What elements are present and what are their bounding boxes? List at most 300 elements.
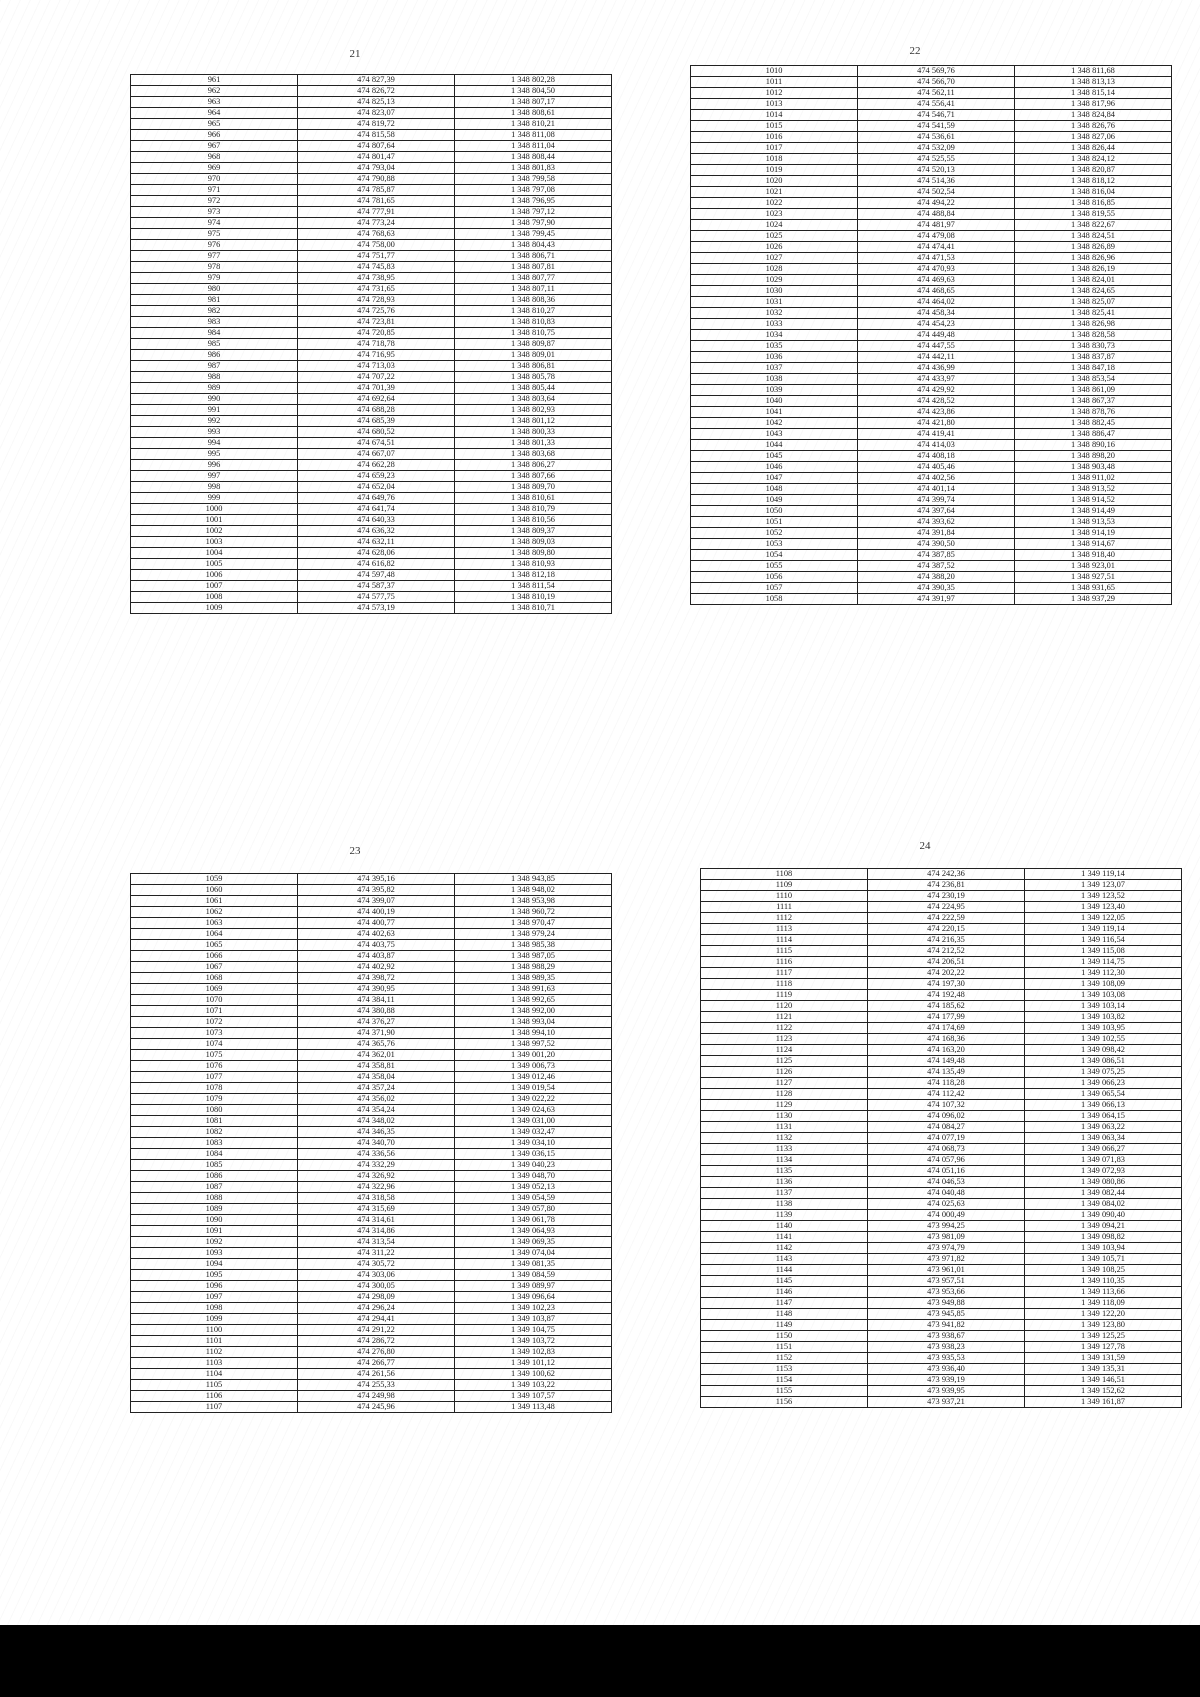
point-number-cell: 1078 — [131, 1083, 298, 1094]
x-coordinate-cell: 474 616,82 — [298, 559, 455, 570]
x-coordinate-cell: 474 197,30 — [868, 979, 1025, 990]
point-number-cell: 1062 — [131, 907, 298, 918]
y-coordinate-cell: 1 348 800,33 — [455, 427, 612, 438]
point-number-cell: 1046 — [691, 462, 858, 473]
table-row — [131, 1193, 612, 1204]
x-coordinate-cell: 473 941,82 — [868, 1320, 1025, 1331]
point-number-cell: 1017 — [691, 143, 858, 154]
point-number-cell: 1068 — [131, 973, 298, 984]
point-number-cell: 1002 — [131, 526, 298, 537]
point-number-cell: 1001 — [131, 515, 298, 526]
point-number-cell: 1109 — [701, 880, 868, 891]
x-coordinate-cell: 474 692,64 — [298, 394, 455, 405]
y-coordinate-cell: 1 348 809,80 — [455, 548, 612, 559]
x-coordinate-cell: 474 807,64 — [298, 141, 455, 152]
point-number-cell: 966 — [131, 130, 298, 141]
y-coordinate-cell: 1 348 826,76 — [1015, 121, 1172, 132]
point-number-cell: 1070 — [131, 995, 298, 1006]
y-coordinate-cell: 1 349 114,75 — [1025, 957, 1182, 968]
x-coordinate-cell: 474 212,52 — [868, 946, 1025, 957]
x-coordinate-cell: 474 380,88 — [298, 1006, 455, 1017]
table-row — [131, 240, 612, 251]
point-number-cell: 1044 — [691, 440, 858, 451]
point-number-cell: 964 — [131, 108, 298, 119]
point-number-cell: 1073 — [131, 1028, 298, 1039]
point-number-cell: 1048 — [691, 484, 858, 495]
y-coordinate-cell: 1 348 878,76 — [1015, 407, 1172, 418]
point-number-cell: 1088 — [131, 1193, 298, 1204]
table-row — [131, 438, 612, 449]
table-row — [691, 176, 1172, 187]
table-row — [701, 1155, 1182, 1166]
x-coordinate-cell: 474 390,95 — [298, 984, 455, 995]
table-row — [701, 1232, 1182, 1243]
point-number-cell: 1063 — [131, 918, 298, 929]
x-coordinate-cell: 474 713,03 — [298, 361, 455, 372]
x-coordinate-cell: 474 649,76 — [298, 493, 455, 504]
point-number-cell: 1038 — [691, 374, 858, 385]
y-coordinate-cell: 1 349 107,57 — [455, 1391, 612, 1402]
x-coordinate-cell: 474 781,65 — [298, 196, 455, 207]
point-number-cell: 1155 — [701, 1386, 868, 1397]
point-number-cell: 1056 — [691, 572, 858, 583]
point-number-cell: 1036 — [691, 352, 858, 363]
table-row — [131, 1347, 612, 1358]
y-coordinate-cell: 1 348 890,16 — [1015, 440, 1172, 451]
y-coordinate-cell: 1 349 063,22 — [1025, 1122, 1182, 1133]
x-coordinate-cell: 474 388,20 — [858, 572, 1015, 583]
x-coordinate-cell: 474 398,72 — [298, 973, 455, 984]
table-row — [691, 462, 1172, 473]
table-row — [131, 339, 612, 350]
y-coordinate-cell: 1 349 065,54 — [1025, 1089, 1182, 1100]
x-coordinate-cell: 474 216,35 — [868, 935, 1025, 946]
y-coordinate-cell: 1 348 815,14 — [1015, 88, 1172, 99]
point-number-cell: 1094 — [131, 1259, 298, 1270]
table-row — [131, 940, 612, 951]
y-coordinate-cell: 1 348 804,50 — [455, 86, 612, 97]
y-coordinate-cell: 1 349 048,70 — [455, 1171, 612, 1182]
y-coordinate-cell: 1 348 898,20 — [1015, 451, 1172, 462]
x-coordinate-cell: 474 636,32 — [298, 526, 455, 537]
table-row — [131, 1215, 612, 1226]
point-number-cell: 1141 — [701, 1232, 868, 1243]
point-number-cell: 984 — [131, 328, 298, 339]
x-coordinate-cell: 474 725,76 — [298, 306, 455, 317]
y-coordinate-cell: 1 348 811,54 — [455, 581, 612, 592]
table-row — [701, 1023, 1182, 1034]
y-coordinate-cell: 1 348 824,12 — [1015, 154, 1172, 165]
table-row — [691, 473, 1172, 484]
y-coordinate-cell: 1 348 803,64 — [455, 394, 612, 405]
table-row — [691, 418, 1172, 429]
point-number-cell: 993 — [131, 427, 298, 438]
point-number-cell: 1033 — [691, 319, 858, 330]
y-coordinate-cell: 1 348 886,47 — [1015, 429, 1172, 440]
point-number-cell: 1061 — [131, 896, 298, 907]
table-row — [701, 1386, 1182, 1397]
y-coordinate-cell: 1 349 101,12 — [455, 1358, 612, 1369]
y-coordinate-cell: 1 348 809,87 — [455, 339, 612, 350]
x-coordinate-cell: 474 084,27 — [868, 1122, 1025, 1133]
y-coordinate-cell: 1 348 812,18 — [455, 570, 612, 581]
y-coordinate-cell: 1 348 801,12 — [455, 416, 612, 427]
y-coordinate-cell: 1 349 103,82 — [1025, 1012, 1182, 1023]
y-coordinate-cell: 1 348 913,52 — [1015, 484, 1172, 495]
x-coordinate-cell: 473 939,19 — [868, 1375, 1025, 1386]
table-row — [691, 198, 1172, 209]
x-coordinate-cell: 474 357,24 — [298, 1083, 455, 1094]
x-coordinate-cell: 474 469,63 — [858, 275, 1015, 286]
table-row — [691, 242, 1172, 253]
y-coordinate-cell: 1 349 131,59 — [1025, 1353, 1182, 1364]
table-row — [701, 1188, 1182, 1199]
point-number-cell: 1025 — [691, 231, 858, 242]
point-number-cell: 1089 — [131, 1204, 298, 1215]
table-row — [131, 929, 612, 940]
point-number-cell: 1129 — [701, 1100, 868, 1111]
table-row — [701, 1078, 1182, 1089]
table-row — [131, 951, 612, 962]
table-row — [131, 515, 612, 526]
point-number-cell: 988 — [131, 372, 298, 383]
x-coordinate-cell: 474 815,58 — [298, 130, 455, 141]
point-number-cell: 1009 — [131, 603, 298, 614]
point-number-cell: 1010 — [691, 66, 858, 77]
table-row — [131, 907, 612, 918]
y-coordinate-cell: 1 349 096,64 — [455, 1292, 612, 1303]
x-coordinate-cell: 473 994,25 — [868, 1221, 1025, 1232]
x-coordinate-cell: 474 716,95 — [298, 350, 455, 361]
x-coordinate-cell: 474 313,54 — [298, 1237, 455, 1248]
y-coordinate-cell: 1 349 012,46 — [455, 1072, 612, 1083]
point-number-cell: 992 — [131, 416, 298, 427]
point-number-cell: 1144 — [701, 1265, 868, 1276]
x-coordinate-cell: 474 397,64 — [858, 506, 1015, 517]
table-row — [691, 264, 1172, 275]
x-coordinate-cell: 474 468,65 — [858, 286, 1015, 297]
point-number-cell: 1013 — [691, 99, 858, 110]
point-number-cell: 1151 — [701, 1342, 868, 1353]
table-row — [131, 1292, 612, 1303]
point-number-cell: 972 — [131, 196, 298, 207]
y-coordinate-cell: 1 348 801,83 — [455, 163, 612, 174]
y-coordinate-cell: 1 348 991,63 — [455, 984, 612, 995]
x-coordinate-cell: 474 332,29 — [298, 1160, 455, 1171]
x-coordinate-cell: 474 040,48 — [868, 1188, 1025, 1199]
point-number-cell: 1108 — [701, 869, 868, 880]
y-coordinate-cell: 1 349 103,72 — [455, 1336, 612, 1347]
point-number-cell: 1081 — [131, 1116, 298, 1127]
y-coordinate-cell: 1 348 913,53 — [1015, 517, 1172, 528]
table-row — [701, 1166, 1182, 1177]
x-coordinate-cell: 474 823,07 — [298, 108, 455, 119]
y-coordinate-cell: 1 348 822,67 — [1015, 220, 1172, 231]
y-coordinate-cell: 1 349 102,83 — [455, 1347, 612, 1358]
table-row — [131, 1105, 612, 1116]
x-coordinate-cell: 474 556,41 — [858, 99, 1015, 110]
y-coordinate-cell: 1 349 102,23 — [455, 1303, 612, 1314]
table-row — [701, 957, 1182, 968]
x-coordinate-cell: 474 428,52 — [858, 396, 1015, 407]
point-number-cell: 971 — [131, 185, 298, 196]
y-coordinate-cell: 1 348 816,85 — [1015, 198, 1172, 209]
point-number-cell: 1112 — [701, 913, 868, 924]
table-row — [131, 251, 612, 262]
x-coordinate-cell: 474 758,00 — [298, 240, 455, 251]
x-coordinate-cell: 474 701,39 — [298, 383, 455, 394]
point-number-cell: 1147 — [701, 1298, 868, 1309]
table-row — [131, 108, 612, 119]
y-coordinate-cell: 1 349 104,75 — [455, 1325, 612, 1336]
y-coordinate-cell: 1 348 989,35 — [455, 973, 612, 984]
x-coordinate-cell: 474 819,72 — [298, 119, 455, 130]
y-coordinate-cell: 1 349 071,83 — [1025, 1155, 1182, 1166]
x-coordinate-cell: 474 400,77 — [298, 918, 455, 929]
table-row — [131, 130, 612, 141]
y-coordinate-cell: 1 349 108,25 — [1025, 1265, 1182, 1276]
y-coordinate-cell: 1 348 818,12 — [1015, 176, 1172, 187]
x-coordinate-cell: 474 222,59 — [868, 913, 1025, 924]
table-row — [691, 88, 1172, 99]
table-row — [701, 1045, 1182, 1056]
table-row — [131, 218, 612, 229]
point-number-cell: 982 — [131, 306, 298, 317]
y-coordinate-cell: 1 349 102,55 — [1025, 1034, 1182, 1045]
y-coordinate-cell: 1 349 103,14 — [1025, 1001, 1182, 1012]
x-coordinate-cell: 474 391,97 — [858, 594, 1015, 605]
point-number-cell: 1032 — [691, 308, 858, 319]
x-coordinate-cell: 474 220,15 — [868, 924, 1025, 935]
point-number-cell: 1019 — [691, 165, 858, 176]
point-number-cell: 1120 — [701, 1001, 868, 1012]
y-coordinate-cell: 1 348 861,09 — [1015, 385, 1172, 396]
table-row — [131, 449, 612, 460]
y-coordinate-cell: 1 348 804,43 — [455, 240, 612, 251]
table-row — [131, 1391, 612, 1402]
x-coordinate-cell: 474 790,88 — [298, 174, 455, 185]
y-coordinate-cell: 1 348 809,01 — [455, 350, 612, 361]
x-coordinate-cell: 474 387,52 — [858, 561, 1015, 572]
table-row — [131, 603, 612, 614]
table-row — [131, 1402, 612, 1413]
y-coordinate-cell: 1 348 937,29 — [1015, 594, 1172, 605]
table-row — [701, 1265, 1182, 1276]
x-coordinate-cell: 474 569,76 — [858, 66, 1015, 77]
table-row — [691, 319, 1172, 330]
y-coordinate-cell: 1 348 824,84 — [1015, 110, 1172, 121]
point-number-cell: 986 — [131, 350, 298, 361]
table-row — [691, 220, 1172, 231]
y-coordinate-cell: 1 348 825,41 — [1015, 308, 1172, 319]
point-number-cell: 1040 — [691, 396, 858, 407]
x-coordinate-cell: 474 185,62 — [868, 1001, 1025, 1012]
x-coordinate-cell: 474 298,09 — [298, 1292, 455, 1303]
x-coordinate-cell: 474 447,55 — [858, 341, 1015, 352]
table-row — [131, 874, 612, 885]
table-row — [131, 1369, 612, 1380]
y-coordinate-cell: 1 348 824,01 — [1015, 275, 1172, 286]
point-number-cell: 1064 — [131, 929, 298, 940]
point-number-cell: 1047 — [691, 473, 858, 484]
table-row — [691, 99, 1172, 110]
x-coordinate-cell: 474 358,04 — [298, 1072, 455, 1083]
point-number-cell: 1067 — [131, 962, 298, 973]
point-number-cell: 1098 — [131, 1303, 298, 1314]
table-row — [701, 1342, 1182, 1353]
y-coordinate-cell: 1 349 108,09 — [1025, 979, 1182, 990]
point-number-cell: 1072 — [131, 1017, 298, 1028]
y-coordinate-cell: 1 348 985,38 — [455, 940, 612, 951]
y-coordinate-cell: 1 349 057,80 — [455, 1204, 612, 1215]
point-number-cell: 1031 — [691, 297, 858, 308]
x-coordinate-cell: 474 562,11 — [858, 88, 1015, 99]
point-number-cell: 1049 — [691, 495, 858, 506]
x-coordinate-cell: 474 348,02 — [298, 1116, 455, 1127]
x-coordinate-cell: 474 536,61 — [858, 132, 1015, 143]
page-number: 21 — [349, 48, 361, 60]
x-coordinate-cell: 474 707,22 — [298, 372, 455, 383]
table-row — [701, 1012, 1182, 1023]
point-number-cell: 979 — [131, 273, 298, 284]
table-row — [691, 330, 1172, 341]
point-number-cell: 1029 — [691, 275, 858, 286]
x-coordinate-cell: 474 046,53 — [868, 1177, 1025, 1188]
table-row — [131, 141, 612, 152]
table-row — [131, 75, 612, 86]
x-coordinate-cell: 474 096,02 — [868, 1111, 1025, 1122]
x-coordinate-cell: 474 107,32 — [868, 1100, 1025, 1111]
point-number-cell: 1096 — [131, 1281, 298, 1292]
x-coordinate-cell: 474 640,33 — [298, 515, 455, 526]
point-number-cell: 1037 — [691, 363, 858, 374]
point-number-cell: 1122 — [701, 1023, 868, 1034]
point-number-cell: 1027 — [691, 253, 858, 264]
point-number-cell: 1028 — [691, 264, 858, 275]
y-coordinate-cell: 1 348 810,27 — [455, 306, 612, 317]
x-coordinate-cell: 474 520,13 — [858, 165, 1015, 176]
point-number-cell: 1134 — [701, 1155, 868, 1166]
y-coordinate-cell: 1 348 808,44 — [455, 152, 612, 163]
point-number-cell: 1085 — [131, 1160, 298, 1171]
y-coordinate-cell: 1 348 803,68 — [455, 449, 612, 460]
table-row — [691, 165, 1172, 176]
x-coordinate-cell: 474 403,75 — [298, 940, 455, 951]
x-coordinate-cell: 474 632,11 — [298, 537, 455, 548]
x-coordinate-cell: 474 667,07 — [298, 449, 455, 460]
y-coordinate-cell: 1 348 810,21 — [455, 119, 612, 130]
table-row — [701, 1298, 1182, 1309]
table-row — [701, 1320, 1182, 1331]
y-coordinate-cell: 1 348 810,56 — [455, 515, 612, 526]
x-coordinate-cell: 474 314,86 — [298, 1226, 455, 1237]
point-number-cell: 1005 — [131, 559, 298, 570]
table-row — [701, 1254, 1182, 1265]
table-row — [701, 979, 1182, 990]
x-coordinate-cell: 474 255,33 — [298, 1380, 455, 1391]
x-coordinate-cell: 474 628,06 — [298, 548, 455, 559]
point-number-cell: 978 — [131, 262, 298, 273]
table-row — [691, 132, 1172, 143]
point-number-cell: 1127 — [701, 1078, 868, 1089]
y-coordinate-cell: 1 349 123,07 — [1025, 880, 1182, 891]
x-coordinate-cell: 474 768,63 — [298, 229, 455, 240]
table-row — [691, 154, 1172, 165]
table-row — [701, 1056, 1182, 1067]
x-coordinate-cell: 474 112,42 — [868, 1089, 1025, 1100]
x-coordinate-cell: 474 402,56 — [858, 473, 1015, 484]
point-number-cell: 1125 — [701, 1056, 868, 1067]
y-coordinate-cell: 1 349 127,78 — [1025, 1342, 1182, 1353]
table-row — [691, 110, 1172, 121]
y-coordinate-cell: 1 348 809,37 — [455, 526, 612, 537]
point-number-cell: 1100 — [131, 1325, 298, 1336]
coordinates-table — [690, 65, 1172, 605]
y-coordinate-cell: 1 349 125,25 — [1025, 1331, 1182, 1342]
x-coordinate-cell: 474 376,27 — [298, 1017, 455, 1028]
point-number-cell: 1131 — [701, 1122, 868, 1133]
point-number-cell: 999 — [131, 493, 298, 504]
y-coordinate-cell: 1 348 943,85 — [455, 874, 612, 885]
table-row — [131, 548, 612, 559]
table-row — [701, 913, 1182, 924]
table-row — [131, 570, 612, 581]
y-coordinate-cell: 1 349 115,08 — [1025, 946, 1182, 957]
y-coordinate-cell: 1 349 066,23 — [1025, 1078, 1182, 1089]
y-coordinate-cell: 1 349 146,51 — [1025, 1375, 1182, 1386]
y-coordinate-cell: 1 349 022,22 — [455, 1094, 612, 1105]
table-row — [691, 396, 1172, 407]
point-number-cell: 1105 — [131, 1380, 298, 1391]
point-number-cell: 998 — [131, 482, 298, 493]
table-row — [131, 885, 612, 896]
y-coordinate-cell: 1 349 066,13 — [1025, 1100, 1182, 1111]
point-number-cell: 963 — [131, 97, 298, 108]
y-coordinate-cell: 1 349 119,14 — [1025, 924, 1182, 935]
x-coordinate-cell: 473 974,79 — [868, 1243, 1025, 1254]
point-number-cell: 1077 — [131, 1072, 298, 1083]
x-coordinate-cell: 474 449,48 — [858, 330, 1015, 341]
y-coordinate-cell: 1 348 810,79 — [455, 504, 612, 515]
y-coordinate-cell: 1 348 914,49 — [1015, 506, 1172, 517]
point-number-cell: 1145 — [701, 1276, 868, 1287]
y-coordinate-cell: 1 349 031,00 — [455, 1116, 612, 1127]
x-coordinate-cell: 474 294,41 — [298, 1314, 455, 1325]
y-coordinate-cell: 1 348 810,83 — [455, 317, 612, 328]
y-coordinate-cell: 1 349 123,80 — [1025, 1320, 1182, 1331]
point-number-cell: 1012 — [691, 88, 858, 99]
table-row — [701, 1221, 1182, 1232]
y-coordinate-cell: 1 348 953,98 — [455, 896, 612, 907]
table-row — [131, 962, 612, 973]
x-coordinate-cell: 474 826,72 — [298, 86, 455, 97]
point-number-cell: 1026 — [691, 242, 858, 253]
point-number-cell: 1079 — [131, 1094, 298, 1105]
table-row — [701, 1177, 1182, 1188]
x-coordinate-cell: 474 738,95 — [298, 273, 455, 284]
y-coordinate-cell: 1 348 903,48 — [1015, 462, 1172, 473]
y-coordinate-cell: 1 348 927,51 — [1015, 572, 1172, 583]
point-number-cell: 1124 — [701, 1045, 868, 1056]
table-row — [131, 174, 612, 185]
x-coordinate-cell: 474 471,53 — [858, 253, 1015, 264]
x-coordinate-cell: 474 387,85 — [858, 550, 1015, 561]
point-number-cell: 1139 — [701, 1210, 868, 1221]
point-number-cell: 1071 — [131, 1006, 298, 1017]
y-coordinate-cell: 1 349 072,93 — [1025, 1166, 1182, 1177]
x-coordinate-cell: 474 326,92 — [298, 1171, 455, 1182]
table-row — [691, 363, 1172, 374]
